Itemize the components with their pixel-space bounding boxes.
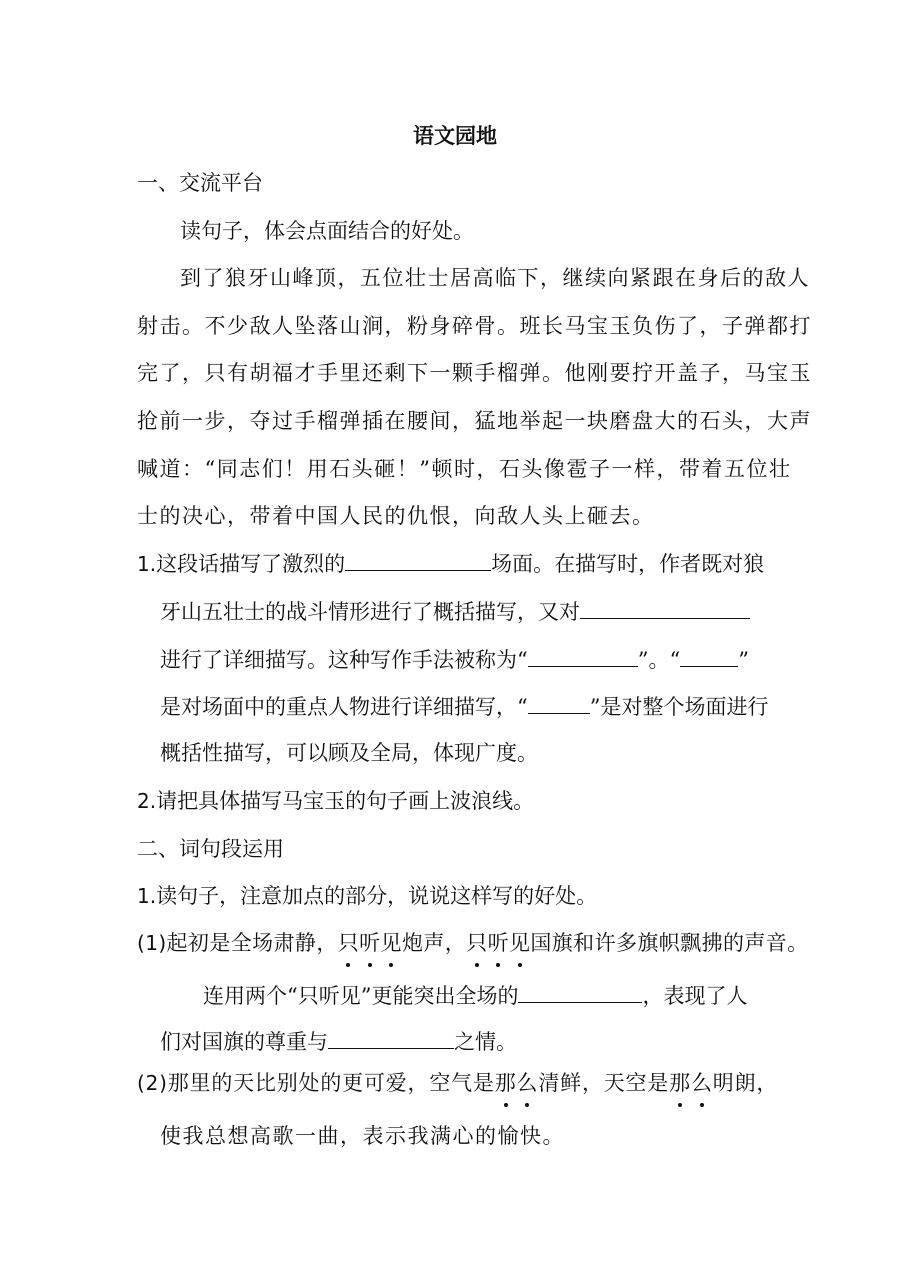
- dotted-char: 见: [381, 928, 402, 958]
- question-text: 读句子，注意加点的部分，说说这样写的好处。: [156, 884, 598, 908]
- answer-prompt: 连用两个“只听见”更能突出全场的: [203, 984, 519, 1008]
- sentence-text: 国旗和许多旗帜飘拂的声音。: [530, 931, 809, 955]
- question-text: 场面。在描写时，作者既对狼: [491, 552, 765, 576]
- sentence-text: 明朗，: [712, 1071, 779, 1095]
- question-text: 进行了详细描写。这种写作手法被称为“: [160, 648, 528, 672]
- item-2-sentence-line-2: 使我总想高歌一曲，表示我满心的愉快。: [160, 1124, 565, 1148]
- section-heading-2: 二、词句段运用: [137, 837, 284, 861]
- item-1-answer-line-1: [203, 980, 747, 1011]
- section-heading-1: 一、交流平台: [137, 171, 263, 195]
- question-text: ”是对整个场面进行: [589, 695, 769, 719]
- question-text: 是对场面中的重点人物进行详细描写，“: [160, 695, 528, 719]
- question-1-line-5: 概括性描写，可以顾及全局，体现广度。: [160, 741, 538, 765]
- passage-line: 到了狼牙山峰顶，五位壮士居高临下，继续向紧跟在身后的敌人: [180, 266, 810, 290]
- answer-blank[interactable]: [680, 644, 738, 667]
- dotted-char: 么: [691, 1068, 713, 1098]
- question-number: 1.: [137, 552, 157, 576]
- sentence-text: 起初是全场肃静，: [166, 931, 338, 955]
- passage-line: 喊道：“同志们！用石头砸！”顿时，石头像雹子一样，带着五位壮: [137, 457, 792, 481]
- passage-line: 完了，只有胡福才手里还剩下一颗手榴弹。他刚要拧开盖子，马宝玉: [137, 361, 812, 385]
- answer-blank[interactable]: [345, 548, 491, 571]
- answer-prompt: 之情。: [454, 1030, 517, 1054]
- answer-prompt: 们对国旗的尊重与: [160, 1030, 328, 1054]
- page-title: 语文园地: [413, 123, 497, 148]
- question-text: 请把具体描写马宝玉的句子画上波浪线。: [156, 789, 535, 813]
- question-text: 这段话描写了激烈的: [156, 552, 346, 576]
- question-2: [137, 786, 534, 816]
- passage-line: 士的决心，带着中国人民的仇恨，向敌人头上砸去。: [137, 504, 655, 528]
- item-marker: (2): [137, 1071, 168, 1095]
- answer-blank[interactable]: [518, 980, 642, 1003]
- dotted-char: 听: [359, 928, 380, 958]
- sentence-text: 那里的天比别处的更可爱，空气是: [167, 1071, 495, 1095]
- question-1-line-1: [137, 548, 764, 579]
- section1-instruction: 读句子，体会点面结合的好处。: [180, 219, 474, 243]
- section2-question-1: [137, 881, 597, 911]
- answer-prompt: ，表现了人: [642, 984, 748, 1008]
- item-1-answer-line-2: [160, 1026, 517, 1057]
- question-number: 1.: [137, 884, 157, 908]
- question-number: 2.: [137, 789, 157, 813]
- item-2-sentence-line-1: [137, 1068, 778, 1098]
- dotted-char: 只: [466, 928, 487, 958]
- question-1-line-4: [160, 691, 768, 722]
- dotted-char: 那: [495, 1068, 517, 1098]
- sentence-text: 炮声，: [401, 931, 467, 955]
- question-text: ”。“: [637, 648, 681, 672]
- item-marker: (1): [137, 931, 167, 955]
- item-1-sentence: [137, 928, 809, 958]
- answer-blank[interactable]: [528, 691, 590, 714]
- passage-line: 射击。不少敌人坠落山涧，粉身碎骨。班长马宝玉负伤了，子弹都打: [137, 314, 812, 338]
- dotted-char: 么: [517, 1068, 539, 1098]
- answer-blank[interactable]: [580, 596, 750, 619]
- question-text: 牙山五壮士的战斗情形进行了概括描写，又对: [160, 600, 580, 624]
- passage-line: 抢前一步，夺过手榴弹插在腰间，猛地举起一块磨盘大的石头，大声: [137, 409, 812, 433]
- answer-blank[interactable]: [528, 644, 638, 667]
- dotted-emphasis: [338, 931, 402, 955]
- dotted-char: 见: [509, 928, 530, 958]
- question-text: ”: [738, 648, 749, 672]
- dotted-emphasis: [466, 931, 530, 955]
- answer-blank[interactable]: [328, 1026, 454, 1049]
- question-1-line-3: [160, 644, 749, 675]
- dotted-char: 那: [669, 1068, 691, 1098]
- dotted-char: 听: [488, 928, 509, 958]
- dotted-emphasis: [669, 1071, 713, 1095]
- dotted-char: 只: [338, 928, 359, 958]
- question-1-line-2: [160, 596, 750, 627]
- dotted-emphasis: [495, 1071, 539, 1095]
- sentence-text: 清鲜，天空是: [538, 1071, 670, 1095]
